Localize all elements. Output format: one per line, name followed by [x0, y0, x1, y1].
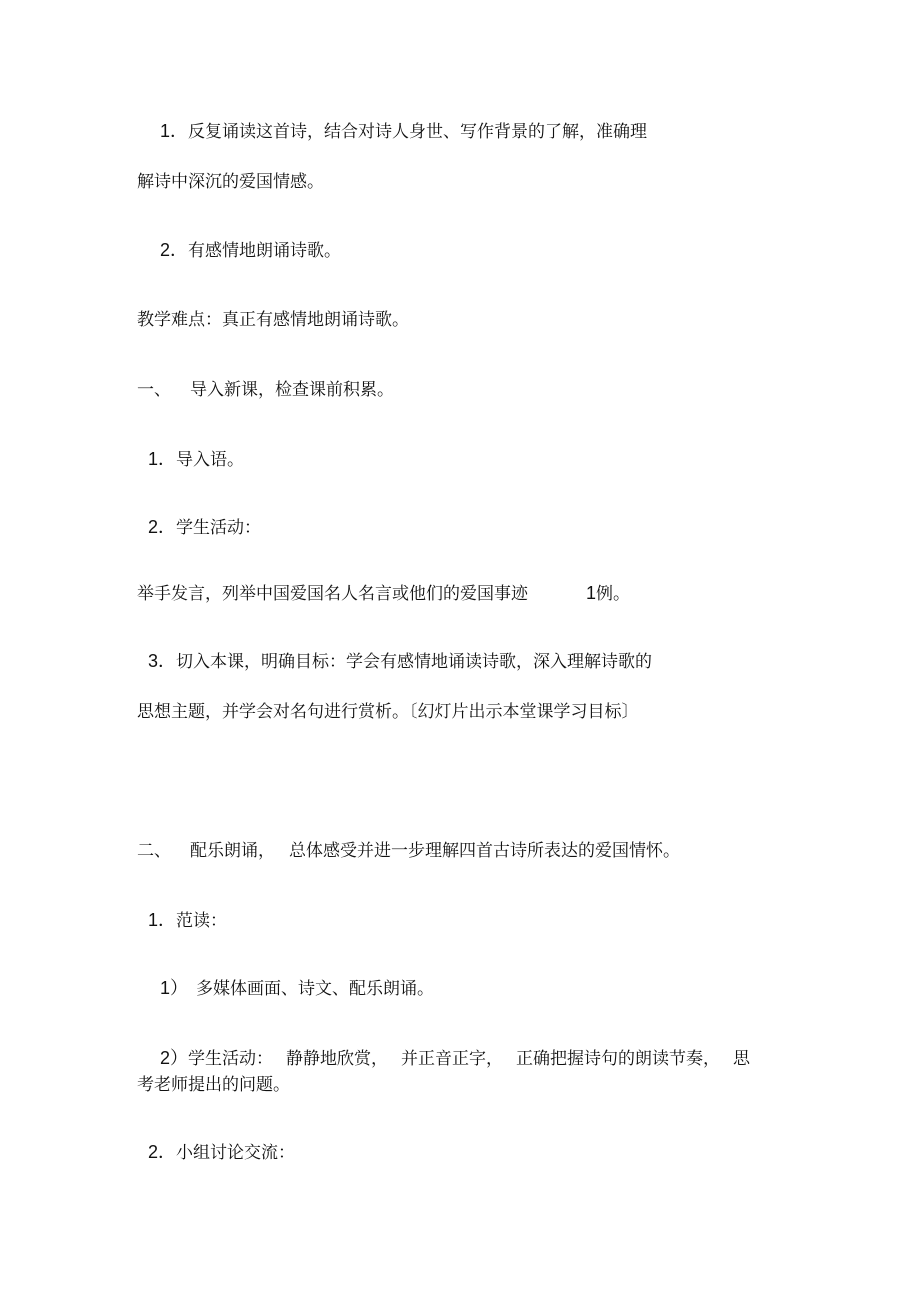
- activity-count: 1: [586, 583, 597, 603]
- sub-item-1-number: 1）: [160, 978, 189, 998]
- sub-item-2-number: 2）: [160, 1048, 189, 1068]
- item-3-text: 切入本课，明确目标：学会有感情地诵读诗歌，深入理解诗歌的: [176, 652, 653, 672]
- sub-item-2-label: 学生活动：: [188, 1049, 274, 1069]
- goal-1-number: 1．: [160, 121, 189, 141]
- item-3-number: 3．: [148, 651, 177, 671]
- section-1-heading: [137, 379, 394, 401]
- section-2-item-2-number: 2．: [148, 1142, 177, 1162]
- section-2-number: 二、: [137, 841, 171, 861]
- sub-item-2-part-2: 并正音正字，: [401, 1049, 504, 1069]
- activity-unit: 例。: [596, 584, 631, 604]
- section-1-item-3-line-2: 思想主题，并学会对名句进行赏析。〔幻灯片出示本堂课学习目标〕: [137, 702, 639, 722]
- goal-1-line-2: 解诗中深沉的爱国情感。: [137, 172, 324, 192]
- sub-item-1: [160, 977, 434, 1000]
- section-2-item-2: [148, 1141, 295, 1164]
- section-1-number: 一、: [137, 380, 171, 400]
- section-2-item-1-text: 范读：: [176, 911, 228, 931]
- section-2-item-2-text: 小组讨论交流：: [176, 1143, 296, 1163]
- item-2-number: 2．: [148, 517, 177, 537]
- item-1-number: 1．: [148, 449, 177, 469]
- section-2-heading: [137, 840, 680, 862]
- section-1-item-3-line-1: [148, 650, 652, 673]
- item-1-text: 导入语。: [176, 450, 245, 470]
- item-2-text: 学生活动：: [176, 518, 262, 538]
- goal-2-text: 有感情地朗诵诗歌。: [188, 241, 342, 261]
- section-2-title-cont: 总体感受并进一步理解四首古诗所表达的爱国情怀。: [289, 841, 680, 861]
- teaching-difficulty: 教学难点：真正有感情地朗诵诗歌。: [137, 310, 409, 330]
- student-activity-line: [137, 582, 630, 605]
- sub-item-2-line-2: 考老师提出的问题。: [137, 1075, 290, 1095]
- sub-item-2-part-3: 正确把握诗句的朗读节奏，: [516, 1049, 721, 1069]
- section-1-title: 导入新课，检查课前积累。: [190, 380, 394, 400]
- goal-2-number: 2．: [160, 240, 189, 260]
- sub-item-2-part-4: 思: [733, 1049, 751, 1069]
- goal-1-text: 反复诵读这首诗，结合对诗人身世、写作背景的了解，准确理: [188, 122, 648, 142]
- sub-item-2-line-1: [160, 1047, 750, 1070]
- section-2-title: 配乐朗诵，: [190, 841, 275, 861]
- goal-2: [160, 239, 341, 262]
- sub-item-2-part-1: 静静地欣赏，: [286, 1049, 389, 1069]
- section-2-item-1: [148, 909, 227, 932]
- student-activity-text: 举手发言，列举中国爱国名人名言或他们的爱国事迹: [137, 584, 528, 604]
- goal-1-line-1: [160, 120, 647, 143]
- section-1-item-1: [148, 448, 244, 471]
- section-1-item-2: [148, 516, 261, 539]
- section-2-item-1-number: 1．: [148, 910, 177, 930]
- sub-item-1-text: 多媒体画面、诗文、配乐朗诵。: [196, 979, 435, 999]
